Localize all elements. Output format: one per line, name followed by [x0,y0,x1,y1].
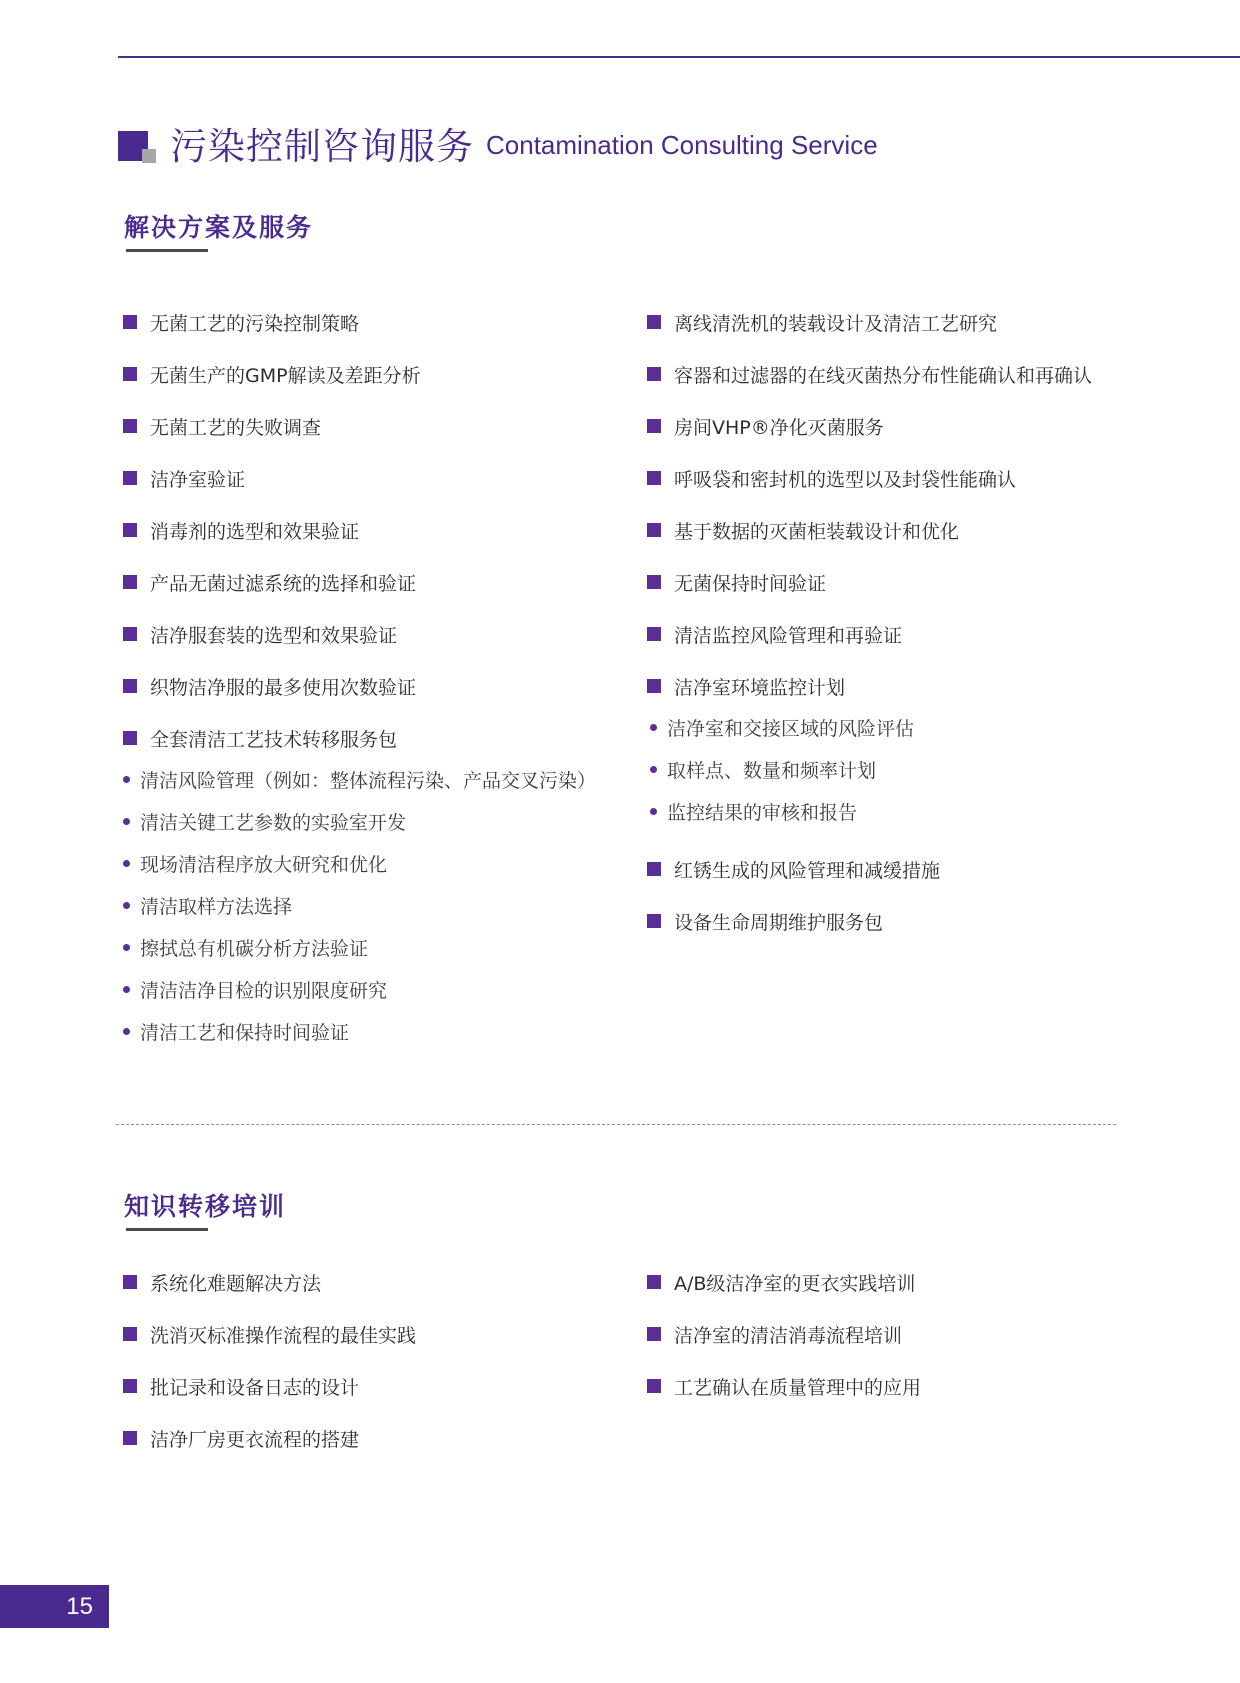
square-bullet-icon [123,523,137,537]
list-item: 洁净室环境监控计划 [647,671,845,701]
list-item: 无菌生产的GMP解读及差距分析 [123,359,421,389]
dot-bullet-icon [123,776,130,783]
square-bullet-icon [647,627,661,641]
sub-list-item: 清洁关键工艺参数的实验室开发 [123,806,406,836]
square-bullet-icon [123,419,137,433]
sub-list-item: 清洁风险管理（例如：整体流程污染、产品交叉污染） [123,764,596,794]
dot-bullet-icon [123,986,130,993]
list-item: A/B级洁净室的更衣实践培训 [647,1267,915,1297]
dot-bullet-icon [123,818,130,825]
dot-bullet-icon [650,724,657,731]
sub-list-item: 清洁洁净目检的识别限度研究 [123,974,387,1004]
list-item: 消毒剂的选型和效果验证 [123,515,359,545]
list-item: 洁净厂房更衣流程的搭建 [123,1423,359,1453]
title-square-icon [118,123,160,165]
square-bullet-icon [123,731,137,745]
page-number: 15 [0,1585,109,1628]
dot-bullet-icon [123,1028,130,1035]
list-item: 系统化难题解决方法 [123,1267,321,1297]
sub-list-item: 擦拭总有机碳分析方法验证 [123,932,368,962]
list-item: 批记录和设备日志的设计 [123,1371,359,1401]
square-bullet-icon [647,862,661,876]
list-item: 离线清洗机的装载设计及清洁工艺研究 [647,307,997,337]
sub-list-item: 清洁工艺和保持时间验证 [123,1016,349,1046]
list-item: 全套清洁工艺技术转移服务包 [123,723,397,753]
list-item: 洁净室验证 [123,463,245,493]
section-underline [126,249,208,252]
list-item: 设备生命周期维护服务包 [647,906,883,936]
list-item: 织物洁净服的最多使用次数验证 [123,671,416,701]
list-item: 洗消灭标准操作流程的最佳实践 [123,1319,416,1349]
page-title-en: Contamination Consulting Service [486,130,878,160]
square-bullet-icon [647,1327,661,1341]
dot-bullet-icon [123,902,130,909]
square-bullet-icon [647,523,661,537]
square-bullet-icon [647,1275,661,1289]
square-bullet-icon [123,1327,137,1341]
list-item: 工艺确认在质量管理中的应用 [647,1371,921,1401]
list-item: 红锈生成的风险管理和减缓措施 [647,854,940,884]
section-divider [116,1124,1116,1125]
list-item: 洁净室的清洁消毒流程培训 [647,1319,902,1349]
section-underline [126,1228,208,1231]
list-item: 容器和过滤器的在线灭菌热分布性能确认和再确认 [647,359,1092,389]
square-bullet-icon [647,1379,661,1393]
sub-list-item: 现场清洁程序放大研究和优化 [123,848,387,878]
list-item: 房间VHP®净化灭菌服务 [647,411,884,441]
page-title [118,122,878,170]
square-bullet-icon [123,1275,137,1289]
square-bullet-icon [647,914,661,928]
page-title-cn: 污染控制咨询服务 [170,125,474,168]
square-bullet-icon [123,471,137,485]
list-item: 基于数据的灭菌柜装载设计和优化 [647,515,959,545]
dot-bullet-icon [650,766,657,773]
list-item: 呼吸袋和密封机的选型以及封袋性能确认 [647,463,1016,493]
dot-bullet-icon [123,944,130,951]
square-bullet-icon [123,1431,137,1445]
list-item: 无菌工艺的失败调查 [123,411,321,441]
dot-bullet-icon [123,860,130,867]
sub-list-item: 清洁取样方法选择 [123,890,292,920]
list-item: 清洁监控风险管理和再验证 [647,619,902,649]
square-bullet-icon [123,627,137,641]
sub-list-item: 取样点、数量和频率计划 [650,754,876,784]
sub-list-item: 监控结果的审核和报告 [650,796,857,826]
square-bullet-icon [123,575,137,589]
section-heading-training: 知识转移培训 [124,1192,287,1221]
square-bullet-icon [647,367,661,381]
square-bullet-icon [123,679,137,693]
list-item: 产品无菌过滤系统的选择和验证 [123,567,416,597]
section-heading-solutions: 解决方案及服务 [124,213,314,242]
sub-list-item: 洁净室和交接区域的风险评估 [650,712,914,742]
list-item: 无菌保持时间验证 [647,567,826,597]
square-bullet-icon [647,471,661,485]
list-item: 洁净服套装的选型和效果验证 [123,619,397,649]
top-divider [118,56,1240,58]
square-bullet-icon [647,575,661,589]
square-bullet-icon [647,315,661,329]
square-bullet-icon [647,679,661,693]
square-bullet-icon [123,367,137,381]
dot-bullet-icon [650,808,657,815]
list-item: 无菌工艺的污染控制策略 [123,307,359,337]
square-bullet-icon [647,419,661,433]
square-bullet-icon [123,315,137,329]
square-bullet-icon [123,1379,137,1393]
